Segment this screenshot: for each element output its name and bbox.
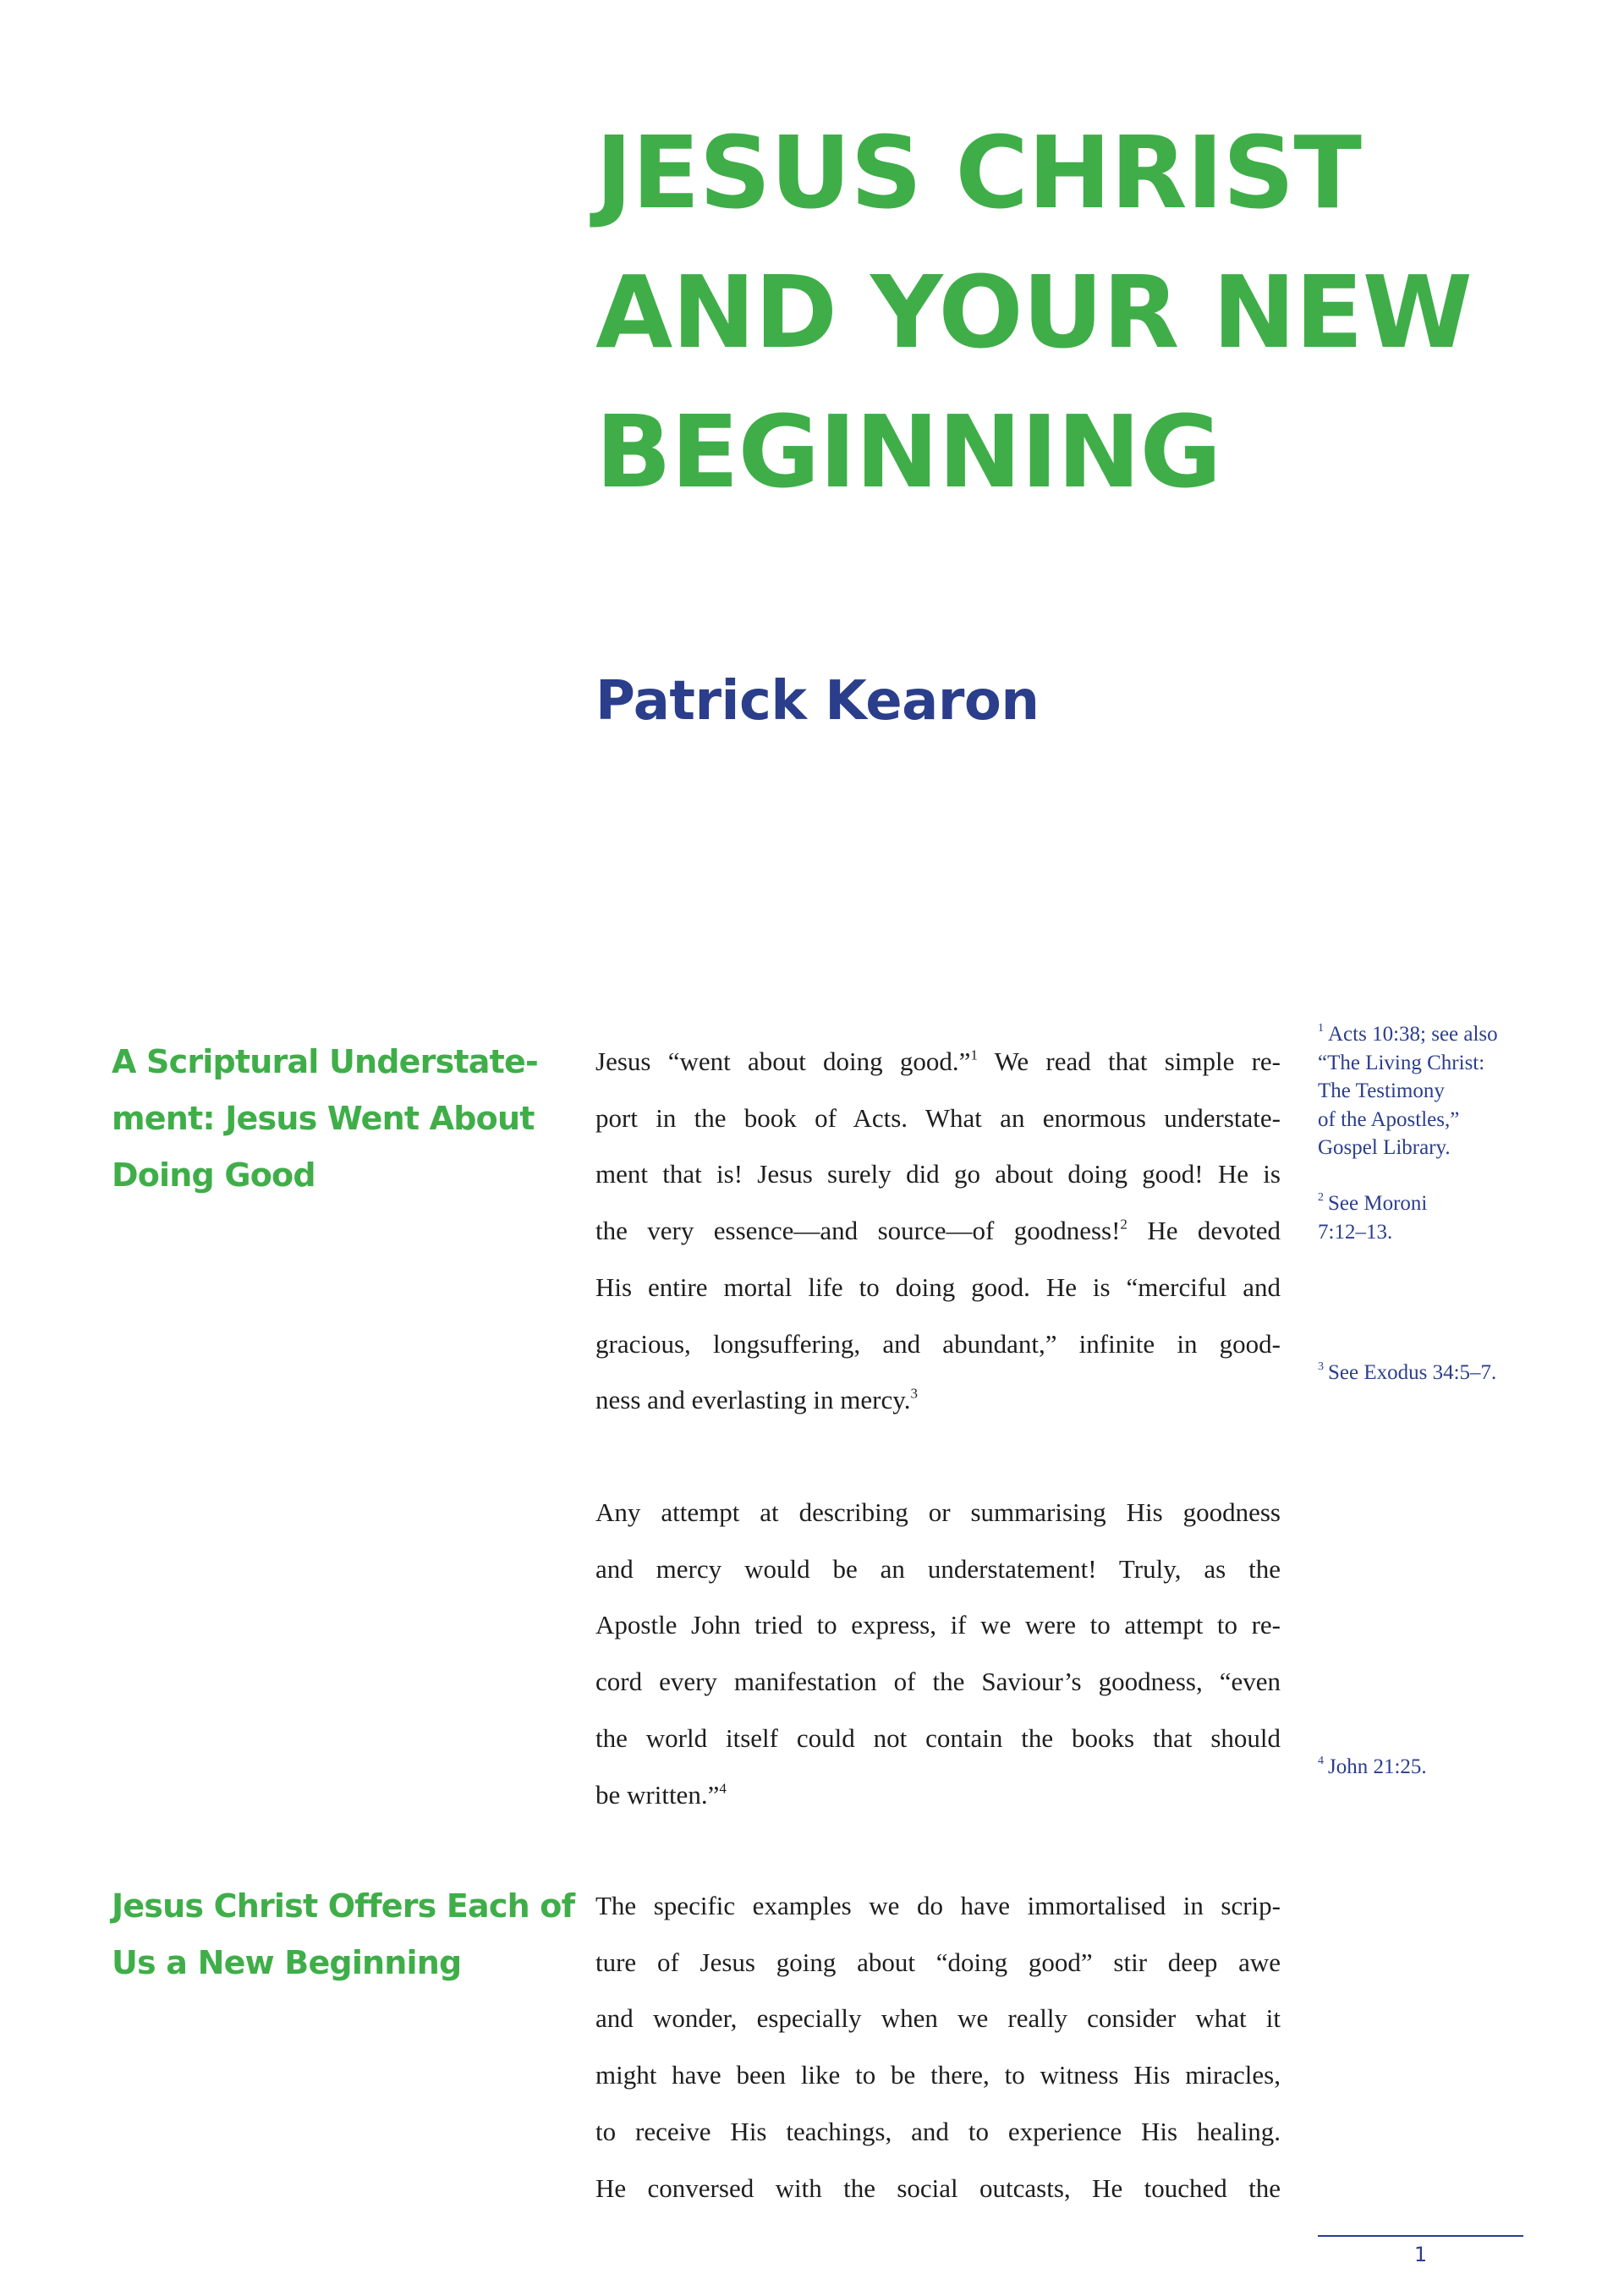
page-number: 1: [1413, 2243, 1428, 2266]
text-line: to receive His teachings, and to experience His healing.: [595, 2116, 1281, 2146]
footnote-number: 1: [1318, 1021, 1324, 1035]
text-line: His entire mortal life to doing good. He is “merciful and: [595, 1272, 1281, 1302]
text-line: ment that is! Jesus surely did go about doing good! He is: [595, 1159, 1281, 1189]
text-line: be written.”$^4$: [595, 1779, 727, 1810]
body-paragraph-2: [595, 1485, 1281, 1823]
text-line: might have been like to be there, to witness His miracles,: [595, 2060, 1281, 2090]
footnote-line: Gospel Library.: [1318, 1136, 1451, 1159]
footnote-1: [1318, 1020, 1546, 1162]
title-line: AND YOUR NEW: [595, 254, 1472, 371]
heading-line: A Scriptural Understate-: [112, 1043, 538, 1080]
text-line: Apostle John tried to express, if we were to attempt to re-: [595, 1610, 1281, 1640]
footnote-line: $^4$ John 21:25.: [1318, 1754, 1427, 1778]
heading-line: Jesus Christ Offers Each of: [112, 1887, 575, 1925]
body-paragraph-3: [595, 1878, 1281, 2216]
heading-line: Us a New Beginning: [112, 1944, 462, 1981]
footnote-line: 7:12–13.: [1318, 1220, 1393, 1244]
text-line: port in the book of Acts. What an enormous understate-: [595, 1102, 1281, 1133]
text-line: gracious, longsuffering, and abundant,” infinite in good-: [595, 1328, 1281, 1359]
section-heading-new-beginning: [112, 1878, 575, 1991]
footnote-number: 4: [1318, 1754, 1324, 1767]
body-paragraph-1: [595, 1034, 1281, 1429]
text-line: He conversed with the social outcasts, He touched the: [595, 2172, 1281, 2203]
footnote-line: of the Apostles,”: [1318, 1107, 1460, 1131]
text-line: and wonder, especially when we really consider what it: [595, 2003, 1281, 2034]
footnote-ref-4[interactable]: 4: [719, 1779, 727, 1796]
footnote-line: “The Living Christ:: [1318, 1051, 1485, 1074]
footnote-line: The Testimony: [1318, 1079, 1445, 1102]
text-line: and mercy would be an understatement! Truly, as the: [595, 1553, 1281, 1584]
title-line: JESUS CHRIST: [595, 114, 1361, 231]
footnote-ref-3[interactable]: 3: [910, 1385, 918, 1402]
text-line: Any attempt at describing or summarising His goodness: [595, 1497, 1281, 1527]
footnote-ref-1[interactable]: 1: [970, 1046, 978, 1063]
text-line: The specific examples we do have immortalised in scrip-: [595, 1891, 1281, 1920]
text-line: the world itself could not contain the books that should: [595, 1722, 1281, 1753]
section-heading-scriptural-understatement: [112, 1034, 568, 1204]
footnote-3: [1318, 1359, 1546, 1387]
footer-rule: [1318, 2235, 1523, 2237]
heading-line: ment: Jesus Went About: [112, 1100, 535, 1137]
text-line: the very essence—and source—of goodness!$^2$ He devoted: [595, 1216, 1281, 1246]
footnote-line: $^3$ See Exodus 34:5–7.: [1318, 1359, 1497, 1384]
text-line: Jesus “went about doing good.”$^1$ We read that simple re-: [595, 1046, 1281, 1076]
heading-line: Doing Good: [112, 1156, 315, 1194]
footnote-2: [1318, 1189, 1546, 1246]
text-line: cord every manifestation of the Saviour’s goodness, “even: [595, 1667, 1281, 1697]
title-line: BEGINNING: [595, 393, 1221, 510]
footnote-number: 2: [1318, 1190, 1324, 1204]
text-line: ture of Jesus going about “doing good” stir deep awe: [595, 1947, 1281, 1977]
footnote-ref-2[interactable]: 2: [1120, 1216, 1127, 1233]
text-line: ness and everlasting in mercy.$^3$: [595, 1385, 918, 1415]
footnote-4: [1318, 1753, 1546, 1782]
author-name: Patrick Kearon: [595, 670, 1040, 733]
footnote-number: 3: [1318, 1359, 1324, 1373]
footnote-line: $^1$ Acts 10:38; see also: [1318, 1021, 1498, 1046]
footnote-line: $^2$ See Moroni: [1318, 1190, 1428, 1215]
article-title: [595, 103, 1568, 522]
